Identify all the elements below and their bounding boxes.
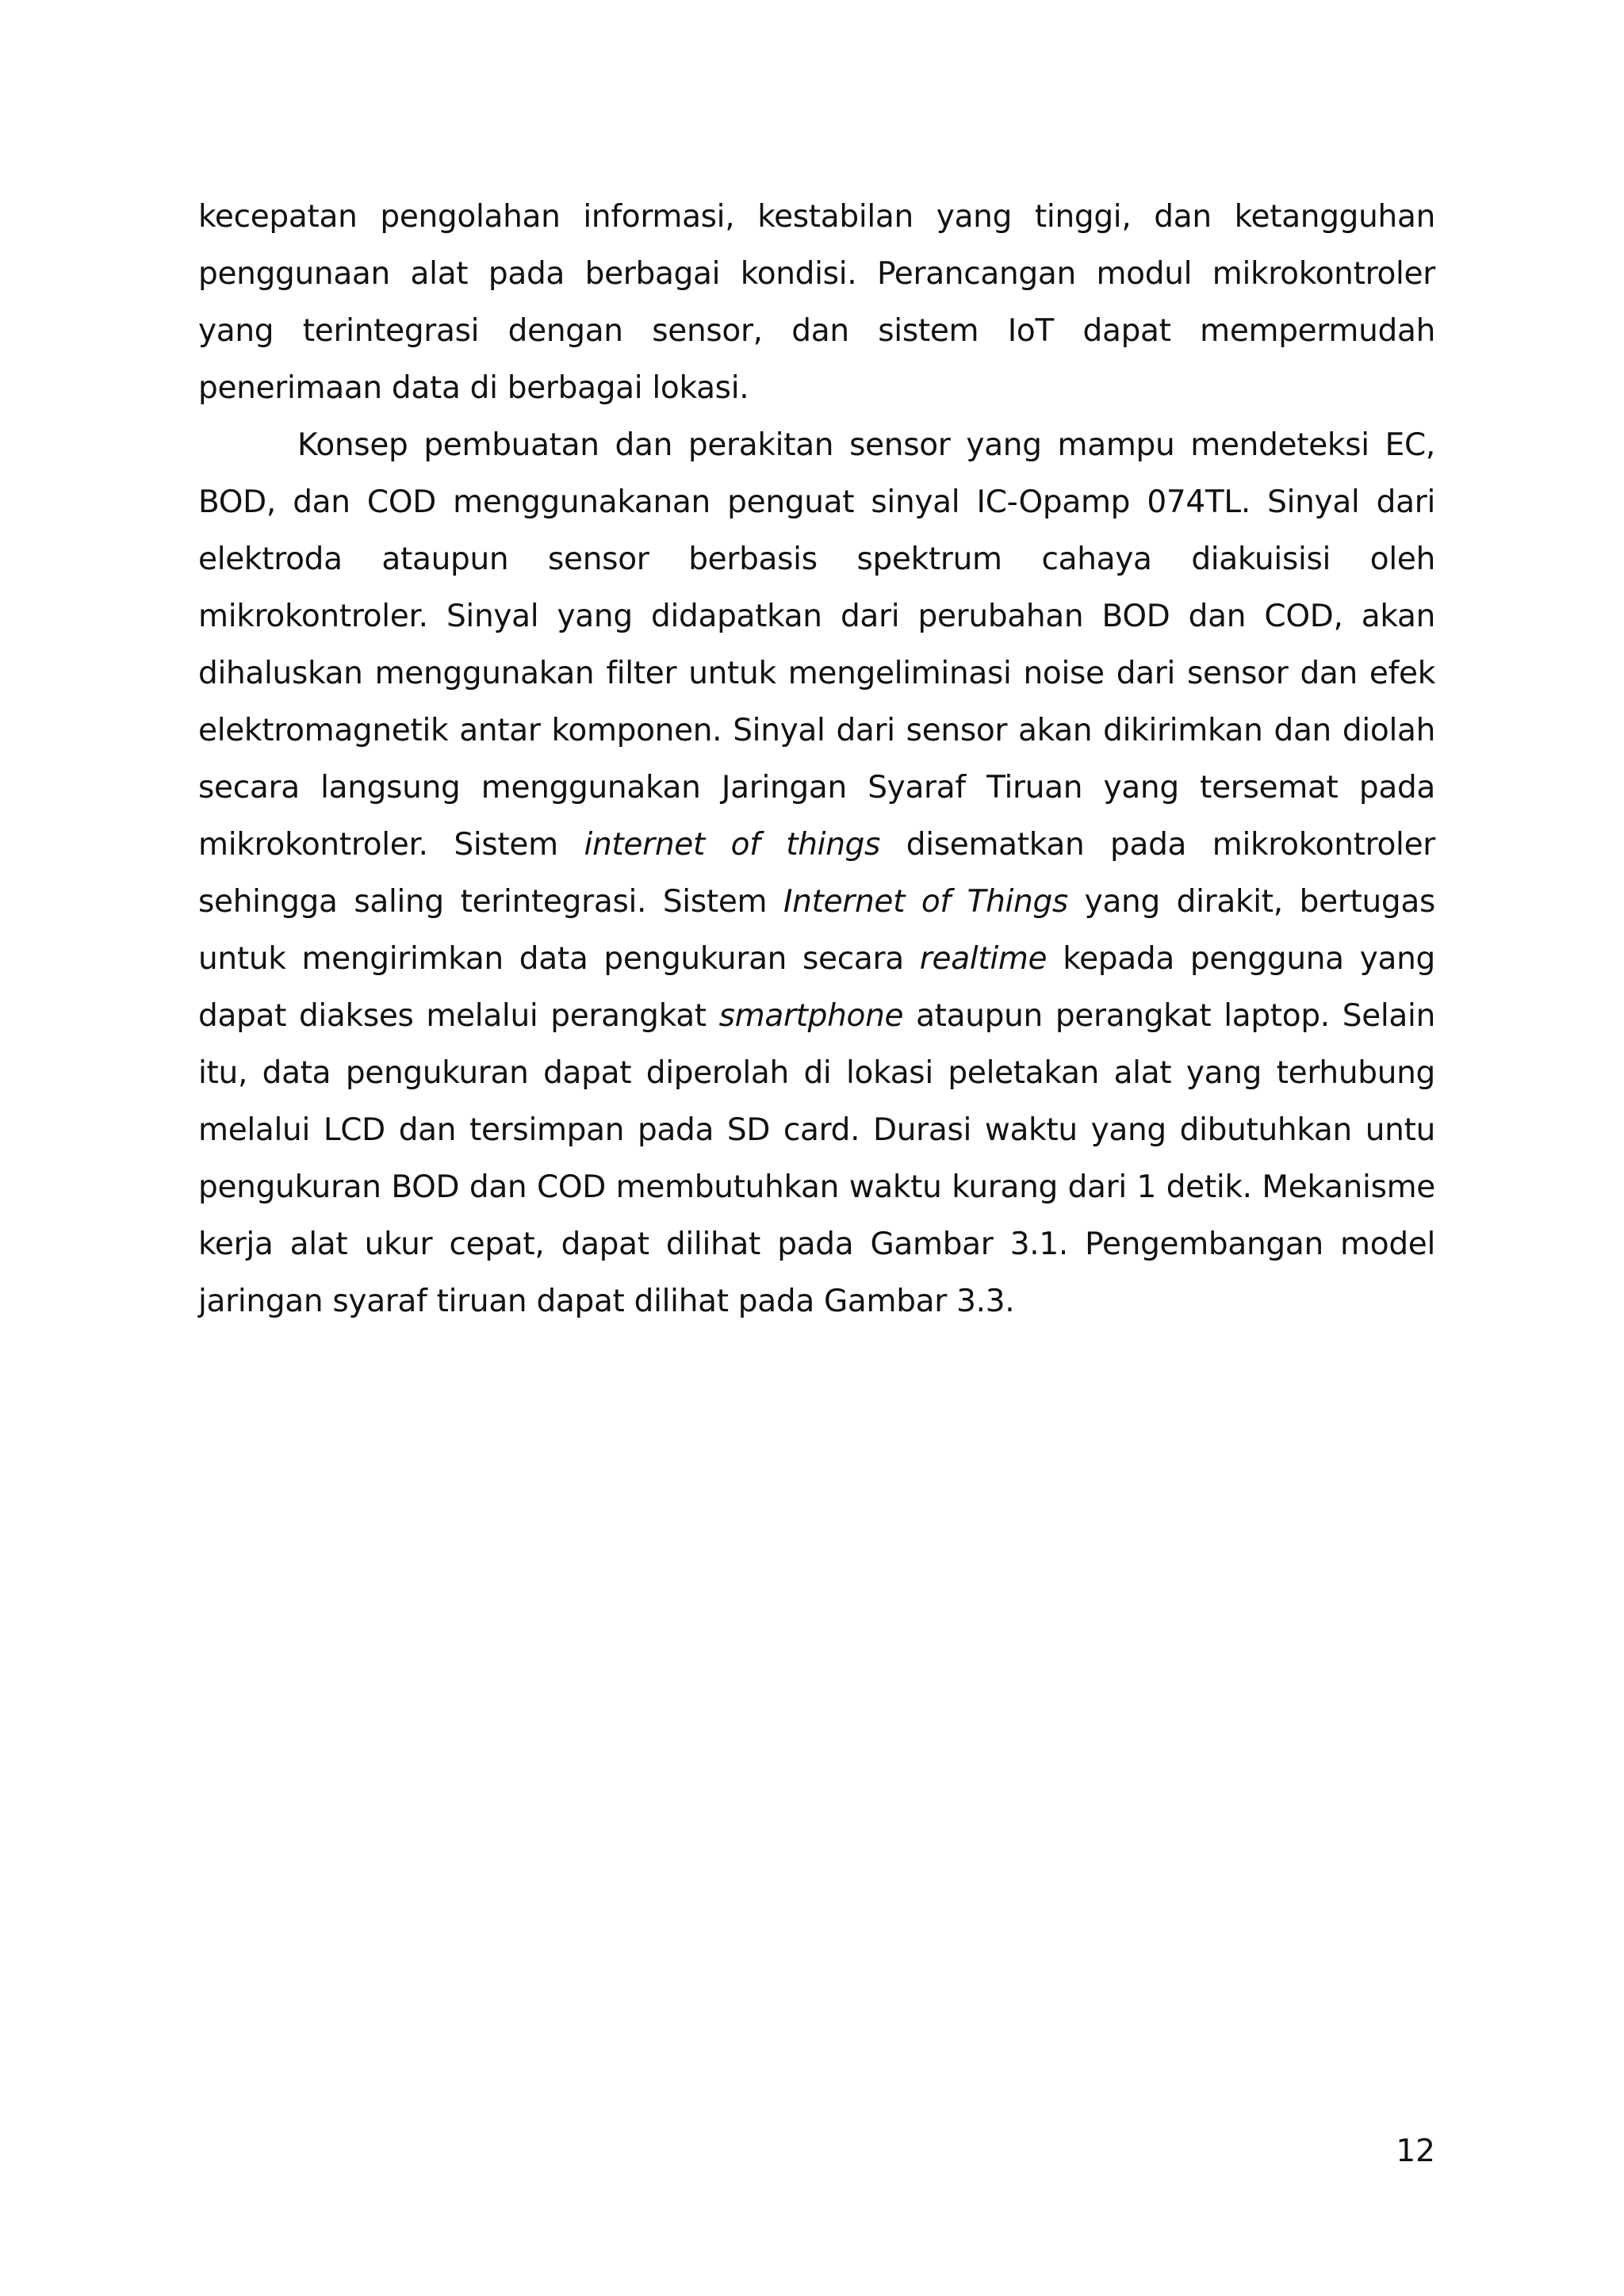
italic-term-smartphone: smartphone [718, 998, 904, 1034]
page-number: 12 [1396, 2133, 1435, 2169]
paragraph-2-text-4: kepada pengguna yang dapat diakses melalui perangkat [198, 941, 1435, 1034]
paragraph-2-text-2: disematkan pada mikrokontroler sehingga saling terintegrasi. Sistem [198, 827, 1436, 920]
paragraph-2 [198, 417, 1435, 1330]
paragraph-1 [198, 189, 1435, 417]
italic-term-internet-of-things: internet of things [584, 827, 881, 863]
italic-term-realtime: realtime [919, 941, 1048, 977]
body-text [198, 189, 1435, 1330]
italic-term-internet-of-things-capitalized: Internet of Things [783, 884, 1068, 920]
paragraph-2-text-5: ataupun perangkat laptop. Selain itu, data pengukuran dapat diperolah di lokasi peletakan alat yang terhubung melalui LCD dan tersimpan pada SD card. Durasi waktu yang dibutuhkan untu pengukuran BOD dan COD membutuhkan waktu kurang dari 1 detik. Mekanisme kerja alat ukur cepat, dapat dilihat pada Gambar 3.1. Pengembangan model jaringan syaraf tiruan dapat dilihat pada Gambar 3.3. [198, 998, 1435, 1319]
paragraph-1-text: kecepatan pengolahan informasi, kestabilan yang tinggi, dan ketangguhan penggunaan alat pada berbagai kondisi. Perancangan modul mikrokontroler yang terintegrasi dengan sensor, dan sistem IoT dapat mempermudah penerimaan data di berbagai lokasi. [198, 199, 1435, 406]
paragraph-2-text-1: Konsep pembuatan dan perakitan sensor yang mampu mendeteksi EC, BOD, dan COD menggunakanan penguat sinyal IC-Opamp 074TL. Sinyal dari elektroda ataupun sensor berbasis spektrum cahaya diakuisisi oleh mikrokontroler. Sinyal yang didapatkan dari perubahan BOD dan COD, akan dihaluskan menggunakan filter untuk mengeliminasi noise dari sensor dan efek elektromagnetik antar komponen. Sinyal dari sensor akan dikirimkan dan diolah secara langsung menggunakan Jaringan Syaraf Tiruan yang tersemat pada mikrokontroler. Sistem [198, 427, 1435, 863]
paragraph-2-text-3: yang dirakit, bertugas untuk mengirimkan data pengukuran secara [198, 884, 1435, 977]
